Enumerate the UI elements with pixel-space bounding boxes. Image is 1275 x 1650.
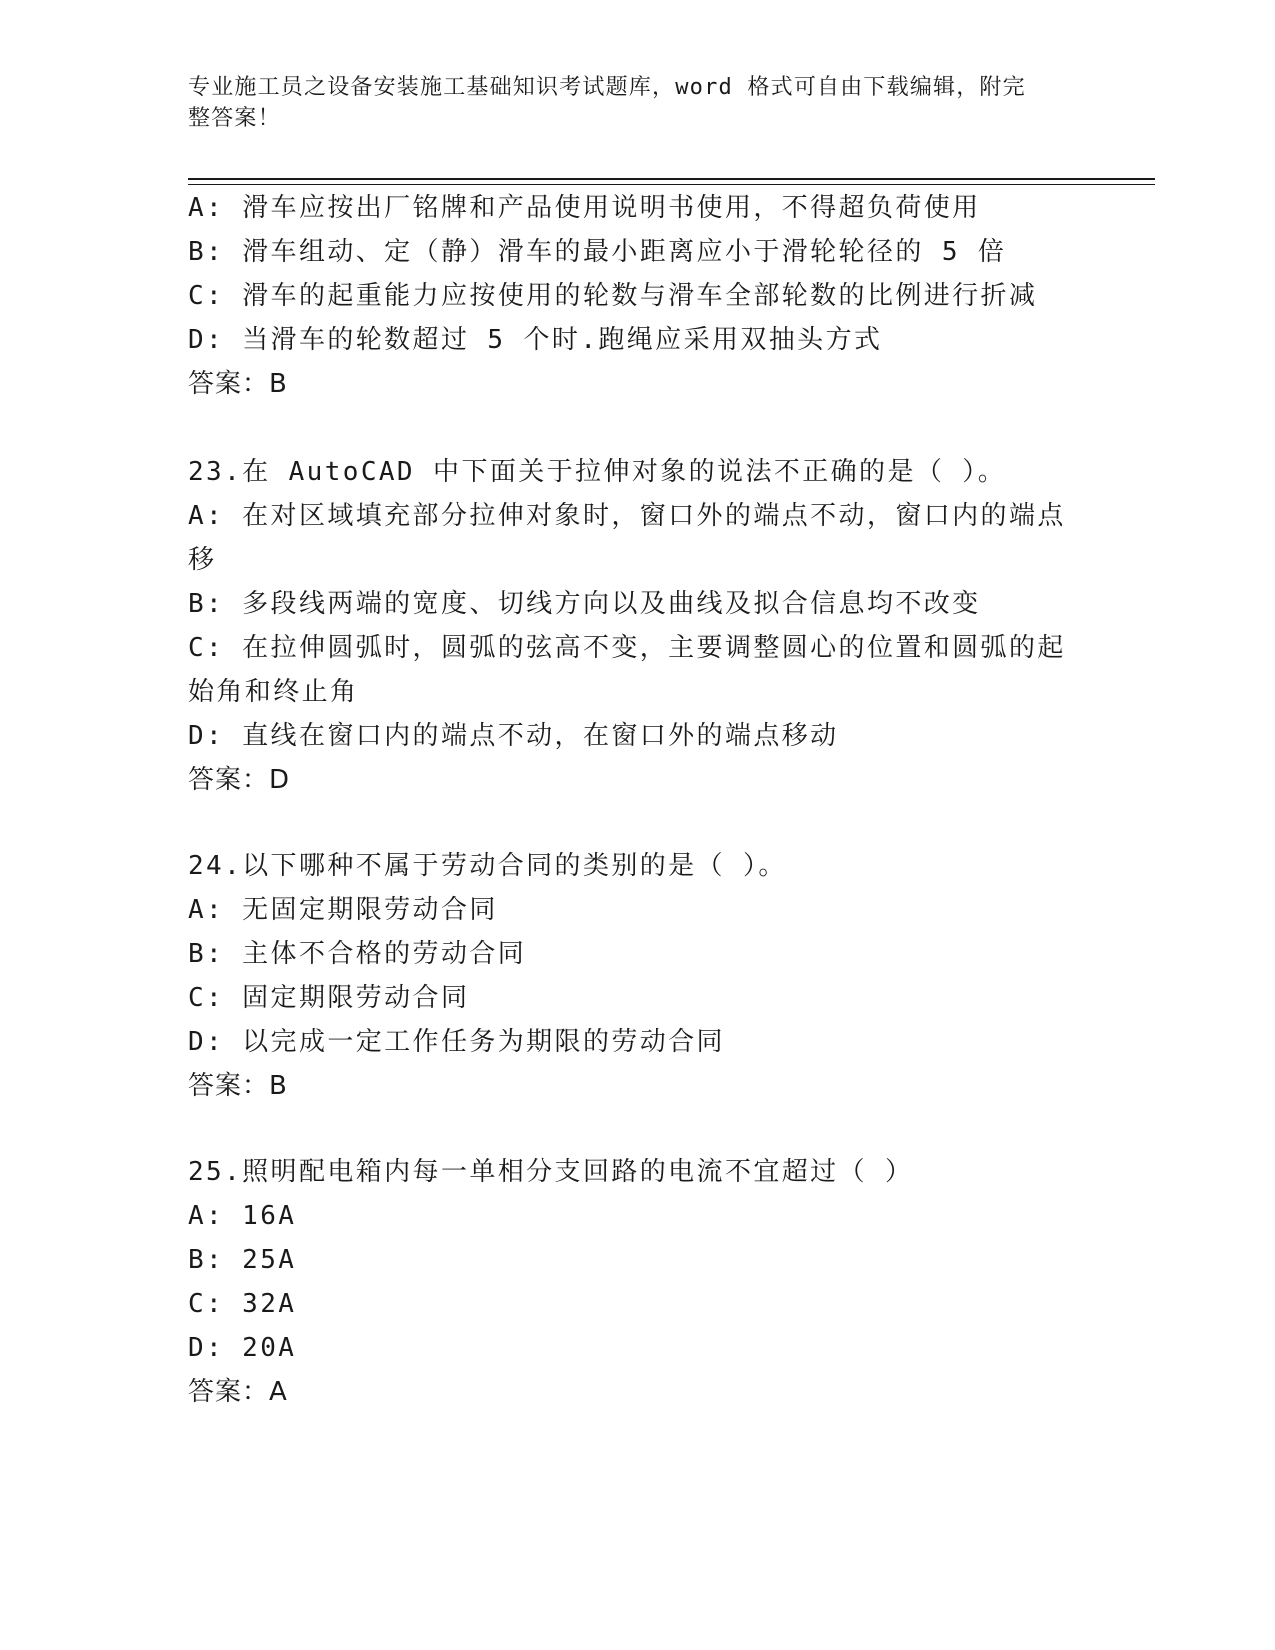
q24-option-b: B: 主体不合格的劳动合同 <box>188 939 527 969</box>
q23-option-c-line-1: C: 在拉伸圆弧时，圆弧的弦高不变，主要调整圆心的位置和圆弧的起 <box>188 633 1066 663</box>
header-divider-thick <box>188 178 1155 180</box>
document-header <box>188 72 1058 134</box>
q25-option-b: B: 25A <box>188 1245 297 1275</box>
q24-option-d: D: 以完成一定工作任务为期限的劳动合同 <box>188 1027 725 1057</box>
q23-option-a-line-1: A: 在对区域填充部分拉伸对象时，窗口外的端点不动，窗口内的端点 <box>188 501 1066 531</box>
header-line-2: 整答案！ <box>188 106 281 131</box>
q22-option-d: D: 当滑车的轮数超过 5 个时.跑绳应采用双抽头方式 <box>188 325 883 355</box>
q23-option-c-line-2: 始角和终止角 <box>188 677 359 707</box>
q22-option-b: B: 滑车组动、定（静）滑车的最小距离应小于滑轮轮径的 5 倍 <box>188 237 1007 267</box>
q24-option-a: A: 无固定期限劳动合同 <box>188 895 498 925</box>
q25-question: 25.照明配电箱内每一单相分支回路的电流不宜超过（ ） <box>188 1157 914 1187</box>
q22-answer: 答案：B <box>188 369 288 399</box>
q25-answer: 答案：A <box>188 1377 288 1407</box>
q25-option-d: D: 20A <box>188 1333 297 1363</box>
header-divider-thin <box>188 184 1155 185</box>
q23-answer: 答案：D <box>188 765 291 795</box>
q22-option-c: C: 滑车的起重能力应按使用的轮数与滑车全部轮数的比例进行折减 <box>188 281 1038 311</box>
q25-option-a: A: 16A <box>188 1201 297 1231</box>
q25-option-c: C: 32A <box>188 1289 297 1319</box>
q24-answer: 答案：B <box>188 1071 288 1101</box>
q23-option-a-line-2: 移 <box>188 545 217 575</box>
q23-question: 23.在 AutoCAD 中下面关于拉伸对象的说法不正确的是（ ）。 <box>188 457 1007 487</box>
header-line-1: 专业施工员之设备安装施工基础知识考试题库，word 格式可自由下载编辑，附完 <box>188 75 1026 100</box>
q24-question: 24.以下哪种不属于劳动合同的类别的是（ ）。 <box>188 851 787 881</box>
q23-option-d: D: 直线在窗口内的端点不动，在窗口外的端点移动 <box>188 721 839 751</box>
q23-option-b: B: 多段线两端的宽度、切线方向以及曲线及拟合信息均不改变 <box>188 589 981 619</box>
q24-option-c: C: 固定期限劳动合同 <box>188 983 470 1013</box>
q22-option-a: A: 滑车应按出厂铭牌和产品使用说明书使用，不得超负荷使用 <box>188 193 981 223</box>
